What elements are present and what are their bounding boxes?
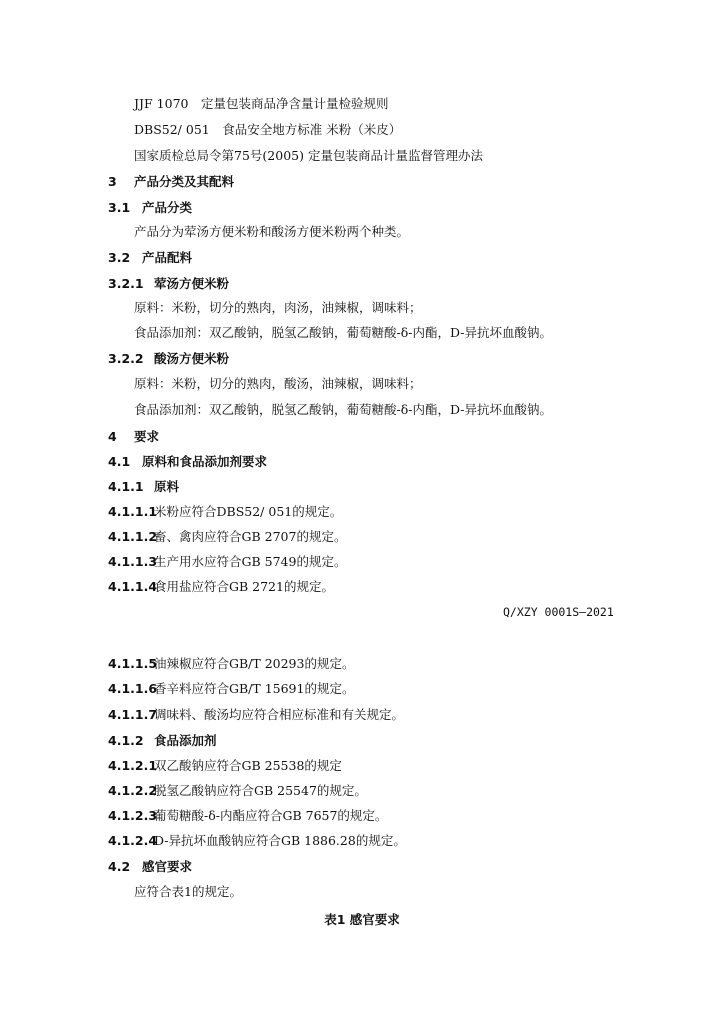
clause-text: 双乙酸钠应符合GB 25538的规定 — [154, 758, 342, 773]
section-title: 要求 — [134, 429, 160, 444]
reference-order-75: 国家质检总局令第75号(2005) 定量包装商品计量监督管理办法 — [134, 148, 483, 163]
clause-text: 葡萄糖酸-δ-内酯应符合GB 7657的规定。 — [154, 808, 388, 823]
section-number: 3 — [108, 174, 117, 189]
clause-number: 4.1.1.6 — [108, 681, 158, 696]
clause-text: 畜、禽肉应符合GB 2707的规定。 — [154, 529, 347, 544]
section-3-2-2-heading — [108, 351, 229, 367]
clause-number: 4.1.1.3 — [108, 554, 158, 569]
section-4-heading — [108, 429, 159, 445]
section-title: 食品添加剂 — [154, 733, 217, 748]
clause-number: 4.1.1.1 — [108, 504, 158, 519]
section-title: 荤汤方便米粉 — [154, 276, 230, 291]
section-title: 感官要求 — [142, 859, 193, 874]
section-number: 4.1 — [108, 454, 131, 469]
clause-4-1-1-6 — [108, 681, 354, 697]
clause-number: 4.1.2.1 — [108, 758, 158, 773]
clause-4-1-1-1 — [108, 504, 342, 520]
clause-4-1-1-7 — [108, 707, 404, 723]
section-3-2-1-additives: 食品添加剂：双乙酸钠，脱氢乙酸钠，葡萄糖酸-δ-内酯，D-异抗坏血酸钠。 — [134, 325, 552, 340]
section-title: 原料 — [154, 479, 180, 494]
section-number: 4 — [108, 429, 117, 444]
section-4-2-heading — [108, 859, 192, 875]
section-number: 3.2 — [108, 250, 131, 265]
section-3-2-heading — [108, 250, 192, 266]
section-4-1-2-heading — [108, 733, 217, 749]
clause-text: D-异抗坏血酸钠应符合GB 1886.28的规定。 — [154, 833, 406, 848]
table-caption: 表1 感官要求 — [324, 912, 400, 927]
section-number: 3.1 — [108, 200, 131, 215]
clause-number: 4.1.2.3 — [108, 808, 158, 823]
section-4-1-1-heading — [108, 479, 179, 495]
section-3-1-text: 产品分为荤汤方便米粉和酸汤方便米粉两个种类。 — [134, 224, 410, 239]
section-title: 酸汤方便米粉 — [154, 351, 230, 366]
clause-text: 食用盐应符合GB 2721的规定。 — [154, 579, 334, 594]
section-number: 4.1.1 — [108, 479, 144, 494]
page-header-standard-code: Q/XZY 0001S—2021 — [503, 605, 614, 619]
clause-4-1-1-5 — [108, 656, 354, 672]
clause-4-1-2-4 — [108, 833, 406, 849]
reference-jjf1070: JJF 1070 定量包装商品净含量计量检验规则 — [134, 96, 389, 111]
clause-4-1-1-4 — [108, 579, 334, 595]
clause-4-1-2-1 — [108, 758, 342, 774]
clause-4-1-1-3 — [108, 554, 346, 570]
clause-4-1-1-2 — [108, 529, 346, 545]
clause-text: 生产用水应符合GB 5749的规定。 — [154, 554, 347, 569]
clause-text: 脱氢乙酸钠应符合GB 25547的规定。 — [154, 783, 367, 798]
clause-number: 4.1.1.5 — [108, 656, 158, 671]
clause-number: 4.1.1.7 — [108, 707, 158, 722]
clause-text: 调味料、酸汤均应符合相应标准和有关规定。 — [154, 707, 405, 722]
section-3-1-heading — [108, 200, 192, 216]
section-3-2-1-raw-materials: 原料：米粉，切分的熟肉，肉汤，油辣椒，调味料； — [134, 300, 422, 315]
section-4-1-heading — [108, 454, 267, 470]
section-3-2-1-heading — [108, 276, 229, 292]
reference-dbs52: DBS52/ 051 食品安全地方标准 米粉（米皮） — [134, 122, 402, 137]
clause-text: 香辛料应符合GB/T 15691的规定。 — [154, 681, 355, 696]
clause-number: 4.1.1.4 — [108, 579, 158, 594]
clause-text: 油辣椒应符合GB/T 20293的规定。 — [154, 656, 355, 671]
clause-number: 4.1.1.2 — [108, 529, 158, 544]
section-title: 产品配料 — [142, 250, 193, 265]
clause-text: 米粉应符合DBS52/ 051的规定。 — [154, 504, 343, 519]
section-3-2-2-raw-materials: 原料：米粉，切分的熟肉，酸汤，油辣椒，调味料； — [134, 376, 422, 391]
section-number: 4.2 — [108, 859, 131, 874]
section-4-2-text: 应符合表1的规定。 — [134, 884, 242, 899]
section-title: 产品分类 — [142, 200, 193, 215]
clause-4-1-2-3 — [108, 808, 387, 824]
section-3-2-2-additives: 食品添加剂：双乙酸钠，脱氢乙酸钠，葡萄糖酸-δ-内酯，D-异抗坏血酸钠。 — [134, 402, 552, 417]
section-number: 4.1.2 — [108, 733, 144, 748]
clause-number: 4.1.2.4 — [108, 833, 158, 848]
clause-number: 4.1.2.2 — [108, 783, 158, 798]
section-title: 产品分类及其配料 — [134, 174, 235, 189]
section-number: 3.2.1 — [108, 276, 144, 291]
section-3-heading — [108, 174, 234, 190]
clause-4-1-2-2 — [108, 783, 367, 799]
section-title: 原料和食品添加剂要求 — [142, 454, 268, 469]
section-number: 3.2.2 — [108, 351, 144, 366]
